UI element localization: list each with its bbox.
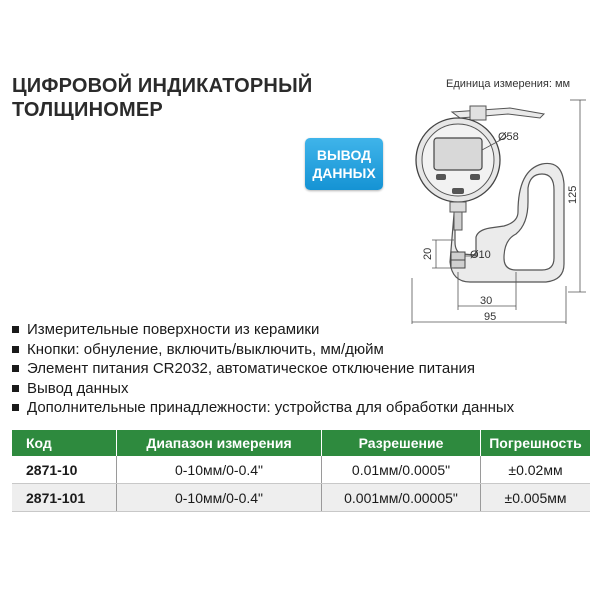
cell-resolution: 0.01мм/0.0005" (322, 456, 481, 484)
specs-table (12, 430, 590, 512)
lifting-lever (452, 108, 544, 118)
feature-list (12, 320, 514, 418)
feature-item (12, 379, 514, 399)
feature-text: Дополнительные принадлежности: устройства для обработки данных (27, 399, 515, 416)
feature-item (12, 359, 514, 379)
cell-accuracy: ±0.02мм (481, 456, 591, 484)
table-header-row (12, 430, 590, 456)
title-line-2: ТОЛЩИНОМЕР (12, 99, 163, 121)
cell-resolution: 0.001мм/0.00005" (322, 484, 481, 512)
dim-throat-label: 30 (480, 295, 493, 307)
feature-item (12, 398, 514, 418)
badge-line-2: ДАННЫХ (312, 165, 376, 181)
bullet-square-icon (12, 326, 19, 333)
feature-item (12, 340, 514, 360)
dim-height-label: 125 (567, 185, 579, 204)
dim-anvil-height-label: 20 (422, 247, 434, 260)
table-row (12, 484, 590, 512)
dim-dial-label: Ø58 (498, 131, 519, 143)
feature-text: Кнопки: обнуление, включить/выключить, мм/дюйм (27, 340, 384, 358)
frame-cutout (504, 174, 554, 270)
header-range: Диапазон измерения (117, 430, 322, 456)
feature-text: Измерительные поверхности из керамики (27, 321, 320, 338)
feature-text: Элемент питания CR2032, автоматическое отключение питания (27, 360, 476, 377)
spindle (454, 212, 462, 230)
dim-width-label: 95 (484, 311, 497, 323)
bullet-square-icon (12, 365, 19, 372)
cell-range: 0-10мм/0-0.4" (117, 484, 322, 512)
technical-drawing (400, 92, 590, 324)
cell-code: 2871-10 (12, 456, 117, 484)
center-button (452, 188, 464, 194)
header-resolution: Разрешение (322, 430, 481, 456)
units-label: Единица измерения: мм (446, 78, 571, 90)
header-code: Код (12, 430, 117, 456)
feature-item (12, 320, 514, 340)
bullet-square-icon (12, 346, 19, 353)
data-output-badge (305, 138, 383, 190)
dial-stem (470, 106, 486, 120)
bullet-square-icon (12, 404, 19, 411)
left-button (436, 174, 446, 180)
bullet-square-icon (12, 385, 19, 392)
lcd-screen (434, 138, 482, 170)
dial-neck (450, 202, 466, 212)
feature-text: Вывод данных (27, 379, 129, 397)
header-accuracy: Погрешность (481, 430, 591, 456)
right-button (470, 174, 480, 180)
badge-line-1: ВЫВОД (316, 147, 372, 163)
product-title (12, 74, 412, 122)
cell-accuracy: ±0.005мм (481, 484, 591, 512)
cell-code: 2871-101 (12, 484, 117, 512)
cell-range: 0-10мм/0-0.4" (117, 456, 322, 484)
dim-anvil-dia-label: Ø10 (470, 249, 491, 261)
title-line-1: ЦИФРОВОЙ ИНДИКАТОРНЫЙ (12, 75, 313, 97)
table-row (12, 456, 590, 484)
